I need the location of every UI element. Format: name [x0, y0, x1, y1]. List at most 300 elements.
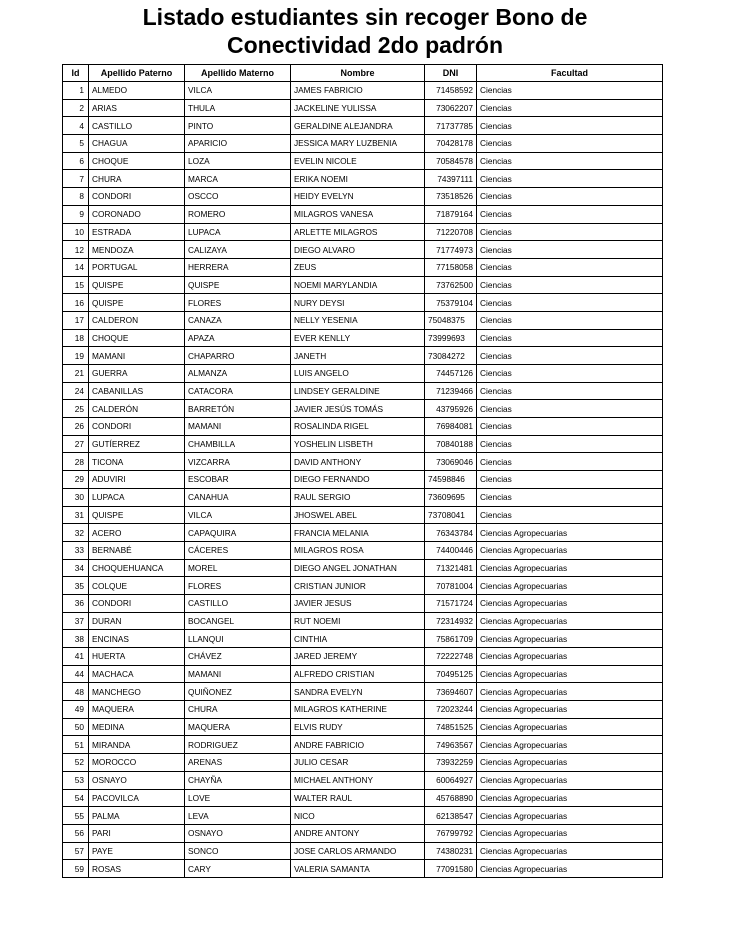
cell-facultad: Ciencias: [477, 488, 663, 506]
cell-apellido-materno: LLANQUI: [185, 630, 291, 648]
cell-dni: 73084272: [425, 347, 477, 365]
cell-dni: 70584578: [425, 152, 477, 170]
cell-nombre: ERIKA NOEMI: [291, 170, 425, 188]
cell-facultad: Ciencias: [477, 276, 663, 294]
cell-facultad: Ciencias: [477, 188, 663, 206]
cell-apellido-materno: VILCA: [185, 506, 291, 524]
table-row: [63, 471, 663, 489]
cell-apellido-materno: BOCANGEL: [185, 612, 291, 630]
cell-apellido-materno: ROMERO: [185, 205, 291, 223]
cell-id: 25: [63, 400, 89, 418]
cell-apellido-materno: MAMANI: [185, 418, 291, 436]
cell-apellido-paterno: OSNAYO: [89, 771, 185, 789]
cell-nombre: EVELIN NICOLE: [291, 152, 425, 170]
cell-apellido-materno: OSNAYO: [185, 824, 291, 842]
cell-apellido-paterno: PARI: [89, 824, 185, 842]
cell-dni: 71571724: [425, 594, 477, 612]
cell-apellido-paterno: DURAN: [89, 612, 185, 630]
cell-dni: 74400446: [425, 541, 477, 559]
cell-id: 30: [63, 488, 89, 506]
cell-apellido-materno: CHAPARRO: [185, 347, 291, 365]
cell-dni: 73694607: [425, 683, 477, 701]
table-row: [63, 188, 663, 206]
cell-nombre: JARED JEREMY: [291, 648, 425, 666]
cell-facultad: Ciencias: [477, 99, 663, 117]
cell-facultad: Ciencias Agropecuarias: [477, 541, 663, 559]
cell-nombre: NICO: [291, 807, 425, 825]
cell-facultad: Ciencias: [477, 347, 663, 365]
cell-apellido-materno: CANAHUA: [185, 488, 291, 506]
cell-nombre: HEIDY EVELYN: [291, 188, 425, 206]
cell-nombre: MILAGROS VANESA: [291, 205, 425, 223]
title-line-2: Conectividad 2do padrón: [226, 32, 504, 58]
cell-dni: 76984081: [425, 418, 477, 436]
table-row: [63, 648, 663, 666]
cell-nombre: YOSHELIN LISBETH: [291, 435, 425, 453]
header-id: Id: [63, 65, 89, 82]
table-row: [63, 117, 663, 135]
cell-apellido-paterno: GUTÍERREZ: [89, 435, 185, 453]
cell-apellido-paterno: ALMEDO: [89, 82, 185, 100]
cell-nombre: JACKELINE YULISSA: [291, 99, 425, 117]
cell-apellido-paterno: PAYE: [89, 842, 185, 860]
cell-dni: 71458592: [425, 82, 477, 100]
cell-facultad: Ciencias: [477, 82, 663, 100]
table-row: [63, 541, 663, 559]
table-row: [63, 152, 663, 170]
cell-nombre: LUIS ANGELO: [291, 365, 425, 383]
title-line-1: Listado estudiantes sin recoger Bono de: [142, 4, 588, 30]
cell-apellido-paterno: TICONA: [89, 453, 185, 471]
cell-facultad: Ciencias: [477, 294, 663, 312]
cell-id: 37: [63, 612, 89, 630]
cell-nombre: MILAGROS ROSA: [291, 541, 425, 559]
cell-apellido-materno: CHURA: [185, 701, 291, 719]
cell-nombre: ANDRE ANTONY: [291, 824, 425, 842]
cell-facultad: Ciencias: [477, 435, 663, 453]
table-row: [63, 347, 663, 365]
cell-apellido-paterno: CHURA: [89, 170, 185, 188]
cell-apellido-materno: BARRETÓN: [185, 400, 291, 418]
table-row: [63, 824, 663, 842]
cell-apellido-materno: SONCO: [185, 842, 291, 860]
cell-apellido-paterno: ROSAS: [89, 860, 185, 878]
table-row: [63, 135, 663, 153]
table-row: [63, 683, 663, 701]
cell-apellido-paterno: ESTRADA: [89, 223, 185, 241]
cell-apellido-materno: APARICIO: [185, 135, 291, 153]
cell-apellido-paterno: ACERO: [89, 524, 185, 542]
cell-nombre: MILAGROS KATHERINE: [291, 701, 425, 719]
table-row: [63, 205, 663, 223]
cell-apellido-paterno: CONDORI: [89, 418, 185, 436]
cell-apellido-materno: CÁCERES: [185, 541, 291, 559]
cell-nombre: NOEMI MARYLANDIA: [291, 276, 425, 294]
cell-dni: 75048375: [425, 311, 477, 329]
cell-nombre: DAVID ANTHONY: [291, 453, 425, 471]
cell-dni: 74397111: [425, 170, 477, 188]
header-facultad: Facultad: [477, 65, 663, 82]
cell-dni: 45768890: [425, 789, 477, 807]
cell-apellido-materno: VIZCARRA: [185, 453, 291, 471]
cell-nombre: ARLETTE MILAGROS: [291, 223, 425, 241]
table-row: [63, 506, 663, 524]
cell-dni: 71774973: [425, 241, 477, 259]
table-row: [63, 453, 663, 471]
table-row: [63, 736, 663, 754]
cell-dni: 77091580: [425, 860, 477, 878]
cell-id: 27: [63, 435, 89, 453]
cell-id: 52: [63, 754, 89, 772]
cell-apellido-materno: CAPAQUIRA: [185, 524, 291, 542]
cell-id: 41: [63, 648, 89, 666]
cell-apellido-materno: PINTO: [185, 117, 291, 135]
cell-apellido-materno: MAMANI: [185, 665, 291, 683]
cell-dni: 72023244: [425, 701, 477, 719]
cell-apellido-materno: FLORES: [185, 294, 291, 312]
cell-id: 53: [63, 771, 89, 789]
cell-apellido-paterno: CHOQUEHUANCA: [89, 559, 185, 577]
cell-id: 54: [63, 789, 89, 807]
cell-dni: 73932259: [425, 754, 477, 772]
cell-apellido-paterno: PACOVILCA: [89, 789, 185, 807]
cell-dni: 76799792: [425, 824, 477, 842]
cell-apellido-materno: LEVA: [185, 807, 291, 825]
table-row: [63, 860, 663, 878]
cell-nombre: DIEGO ALVARO: [291, 241, 425, 259]
cell-apellido-paterno: PALMA: [89, 807, 185, 825]
table-row: [63, 223, 663, 241]
cell-apellido-materno: THULA: [185, 99, 291, 117]
cell-facultad: Ciencias Agropecuarias: [477, 771, 663, 789]
cell-id: 1: [63, 82, 89, 100]
cell-apellido-paterno: CHAGUA: [89, 135, 185, 153]
cell-nombre: CINTHIA: [291, 630, 425, 648]
cell-id: 48: [63, 683, 89, 701]
cell-facultad: Ciencias Agropecuarias: [477, 754, 663, 772]
cell-apellido-paterno: MEDINA: [89, 718, 185, 736]
cell-apellido-paterno: CASTILLO: [89, 117, 185, 135]
cell-apellido-materno: LOZA: [185, 152, 291, 170]
cell-apellido-materno: LOVE: [185, 789, 291, 807]
header-nombre: Nombre: [291, 65, 425, 82]
cell-apellido-materno: HERRERA: [185, 258, 291, 276]
cell-apellido-paterno: MOROCCO: [89, 754, 185, 772]
cell-id: 19: [63, 347, 89, 365]
cell-apellido-materno: VILCA: [185, 82, 291, 100]
cell-facultad: Ciencias Agropecuarias: [477, 577, 663, 595]
cell-id: 14: [63, 258, 89, 276]
cell-facultad: Ciencias: [477, 329, 663, 347]
cell-apellido-materno: CATACORA: [185, 382, 291, 400]
table-row: [63, 754, 663, 772]
cell-nombre: ZEUS: [291, 258, 425, 276]
cell-dni: 73762500: [425, 276, 477, 294]
cell-nombre: JAVIER JESÚS TOMÁS: [291, 400, 425, 418]
page-title: [0, 0, 730, 59]
header-dni: DNI: [425, 65, 477, 82]
cell-id: 50: [63, 718, 89, 736]
header-apellido-materno: Apellido Materno: [185, 65, 291, 82]
cell-dni: 73609695: [425, 488, 477, 506]
cell-facultad: Ciencias: [477, 152, 663, 170]
cell-id: 2: [63, 99, 89, 117]
cell-nombre: DIEGO ANGEL JONATHAN: [291, 559, 425, 577]
cell-id: 38: [63, 630, 89, 648]
cell-dni: 73708041: [425, 506, 477, 524]
cell-apellido-paterno: ADUVIRI: [89, 471, 185, 489]
cell-dni: 75379104: [425, 294, 477, 312]
cell-id: 9: [63, 205, 89, 223]
cell-dni: 70781004: [425, 577, 477, 595]
table-row: [63, 329, 663, 347]
table-row: [63, 594, 663, 612]
cell-id: 15: [63, 276, 89, 294]
cell-facultad: Ciencias Agropecuarias: [477, 648, 663, 666]
table-row: [63, 488, 663, 506]
cell-id: 35: [63, 577, 89, 595]
cell-id: 29: [63, 471, 89, 489]
table-row: [63, 99, 663, 117]
table-row: [63, 435, 663, 453]
table-row: [63, 241, 663, 259]
cell-dni: 73062207: [425, 99, 477, 117]
table-row: [63, 718, 663, 736]
cell-id: 32: [63, 524, 89, 542]
cell-facultad: Ciencias: [477, 170, 663, 188]
cell-dni: 60064927: [425, 771, 477, 789]
cell-id: 6: [63, 152, 89, 170]
cell-apellido-paterno: CHOQUE: [89, 152, 185, 170]
cell-dni: 76343784: [425, 524, 477, 542]
cell-apellido-materno: QUISPE: [185, 276, 291, 294]
cell-apellido-paterno: MIRANDA: [89, 736, 185, 754]
cell-id: 56: [63, 824, 89, 842]
cell-facultad: Ciencias: [477, 223, 663, 241]
table-row: [63, 665, 663, 683]
cell-apellido-paterno: CHOQUE: [89, 329, 185, 347]
table-row: [63, 276, 663, 294]
cell-nombre: JAMES FABRICIO: [291, 82, 425, 100]
cell-id: 26: [63, 418, 89, 436]
cell-apellido-paterno: MANCHEGO: [89, 683, 185, 701]
cell-apellido-paterno: MAQUERA: [89, 701, 185, 719]
cell-nombre: MICHAEL ANTHONY: [291, 771, 425, 789]
cell-id: 7: [63, 170, 89, 188]
cell-nombre: ELVIS RUDY: [291, 718, 425, 736]
cell-id: 21: [63, 365, 89, 383]
cell-id: 57: [63, 842, 89, 860]
cell-apellido-paterno: CALDERON: [89, 311, 185, 329]
cell-dni: 74457126: [425, 365, 477, 383]
cell-apellido-materno: CASTILLO: [185, 594, 291, 612]
cell-apellido-materno: CHAMBILLA: [185, 435, 291, 453]
cell-apellido-materno: CARY: [185, 860, 291, 878]
cell-dni: 70428178: [425, 135, 477, 153]
cell-id: 59: [63, 860, 89, 878]
cell-apellido-materno: MARCA: [185, 170, 291, 188]
cell-apellido-materno: CALIZAYA: [185, 241, 291, 259]
cell-dni: 72222748: [425, 648, 477, 666]
cell-facultad: Ciencias Agropecuarias: [477, 842, 663, 860]
cell-id: 5: [63, 135, 89, 153]
cell-apellido-materno: APAZA: [185, 329, 291, 347]
table-row: [63, 630, 663, 648]
table-row: [63, 400, 663, 418]
cell-apellido-materno: QUIÑONEZ: [185, 683, 291, 701]
cell-apellido-materno: CHAYÑA: [185, 771, 291, 789]
cell-facultad: Ciencias Agropecuarias: [477, 683, 663, 701]
cell-dni: 70840188: [425, 435, 477, 453]
cell-id: 33: [63, 541, 89, 559]
cell-dni: 70495125: [425, 665, 477, 683]
cell-apellido-paterno: ENCINAS: [89, 630, 185, 648]
cell-apellido-materno: MAQUERA: [185, 718, 291, 736]
cell-facultad: Ciencias Agropecuarias: [477, 630, 663, 648]
cell-apellido-paterno: LUPACA: [89, 488, 185, 506]
cell-apellido-materno: LUPACA: [185, 223, 291, 241]
cell-apellido-materno: ESCOBAR: [185, 471, 291, 489]
cell-dni: 73999693: [425, 329, 477, 347]
cell-apellido-materno: RODRIGUEZ: [185, 736, 291, 754]
cell-id: 24: [63, 382, 89, 400]
cell-facultad: Ciencias Agropecuarias: [477, 718, 663, 736]
cell-apellido-materno: CHÁVEZ: [185, 648, 291, 666]
cell-id: 34: [63, 559, 89, 577]
cell-facultad: Ciencias: [477, 258, 663, 276]
cell-facultad: Ciencias: [477, 117, 663, 135]
table-row: [63, 807, 663, 825]
cell-apellido-paterno: MACHACA: [89, 665, 185, 683]
cell-nombre: RUT NOEMI: [291, 612, 425, 630]
cell-dni: 71239466: [425, 382, 477, 400]
cell-nombre: JESSICA MARY LUZBENIA: [291, 135, 425, 153]
cell-facultad: Ciencias: [477, 453, 663, 471]
cell-apellido-paterno: GUERRA: [89, 365, 185, 383]
cell-facultad: Ciencias: [477, 400, 663, 418]
table-row: [63, 559, 663, 577]
cell-facultad: Ciencias: [477, 311, 663, 329]
cell-apellido-paterno: CORONADO: [89, 205, 185, 223]
cell-nombre: LINDSEY GERALDINE: [291, 382, 425, 400]
cell-nombre: NURY DEYSI: [291, 294, 425, 312]
cell-id: 51: [63, 736, 89, 754]
cell-facultad: Ciencias Agropecuarias: [477, 860, 663, 878]
table-row: [63, 577, 663, 595]
cell-apellido-paterno: ARIAS: [89, 99, 185, 117]
cell-id: 55: [63, 807, 89, 825]
cell-dni: 73069046: [425, 453, 477, 471]
cell-nombre: ALFREDO CRISTIAN: [291, 665, 425, 683]
cell-facultad: Ciencias: [477, 241, 663, 259]
cell-apellido-paterno: QUISPE: [89, 294, 185, 312]
cell-apellido-paterno: CONDORI: [89, 594, 185, 612]
cell-facultad: Ciencias: [477, 382, 663, 400]
cell-id: 17: [63, 311, 89, 329]
cell-dni: 74598846: [425, 471, 477, 489]
students-table: [62, 64, 663, 878]
cell-id: 10: [63, 223, 89, 241]
cell-apellido-paterno: CONDORI: [89, 188, 185, 206]
cell-dni: 71321481: [425, 559, 477, 577]
cell-id: 31: [63, 506, 89, 524]
table-row: [63, 170, 663, 188]
cell-facultad: Ciencias: [477, 205, 663, 223]
cell-facultad: Ciencias Agropecuarias: [477, 789, 663, 807]
cell-nombre: JANETH: [291, 347, 425, 365]
cell-nombre: JOSE CARLOS ARMANDO: [291, 842, 425, 860]
table-row: [63, 294, 663, 312]
cell-facultad: Ciencias Agropecuarias: [477, 665, 663, 683]
cell-nombre: EVER KENLLY: [291, 329, 425, 347]
cell-apellido-paterno: PORTUGAL: [89, 258, 185, 276]
cell-facultad: Ciencias Agropecuarias: [477, 559, 663, 577]
cell-dni: 74380231: [425, 842, 477, 860]
cell-apellido-paterno: QUISPE: [89, 276, 185, 294]
cell-nombre: SANDRA EVELYN: [291, 683, 425, 701]
cell-nombre: JULIO CESAR: [291, 754, 425, 772]
cell-apellido-paterno: MAMANI: [89, 347, 185, 365]
cell-apellido-paterno: MENDOZA: [89, 241, 185, 259]
cell-id: 4: [63, 117, 89, 135]
cell-nombre: FRANCIA MELANIA: [291, 524, 425, 542]
cell-apellido-materno: ALMANZA: [185, 365, 291, 383]
cell-apellido-paterno: BERNABÉ: [89, 541, 185, 559]
cell-facultad: Ciencias: [477, 365, 663, 383]
cell-id: 12: [63, 241, 89, 259]
table-row: [63, 842, 663, 860]
cell-dni: 74963567: [425, 736, 477, 754]
table-row: [63, 258, 663, 276]
cell-apellido-materno: FLORES: [185, 577, 291, 595]
cell-facultad: Ciencias Agropecuarias: [477, 612, 663, 630]
cell-nombre: VALERIA SAMANTA: [291, 860, 425, 878]
cell-dni: 75861709: [425, 630, 477, 648]
cell-id: 18: [63, 329, 89, 347]
table-row: [63, 382, 663, 400]
cell-nombre: RAUL SERGIO: [291, 488, 425, 506]
cell-nombre: ANDRE FABRICIO: [291, 736, 425, 754]
table-header-row: [63, 65, 663, 82]
header-apellido-paterno: Apellido Paterno: [89, 65, 185, 82]
cell-apellido-materno: MOREL: [185, 559, 291, 577]
cell-facultad: Ciencias Agropecuarias: [477, 736, 663, 754]
cell-facultad: Ciencias: [477, 506, 663, 524]
cell-id: 44: [63, 665, 89, 683]
cell-nombre: GERALDINE ALEJANDRA: [291, 117, 425, 135]
cell-dni: 72314932: [425, 612, 477, 630]
cell-facultad: Ciencias Agropecuarias: [477, 524, 663, 542]
cell-facultad: Ciencias: [477, 471, 663, 489]
table-row: [63, 82, 663, 100]
cell-apellido-paterno: COLQUE: [89, 577, 185, 595]
cell-nombre: ROSALINDA RIGEL: [291, 418, 425, 436]
cell-dni: 71220708: [425, 223, 477, 241]
cell-id: 16: [63, 294, 89, 312]
table-row: [63, 612, 663, 630]
table-row: [63, 771, 663, 789]
cell-nombre: CRISTIAN JUNIOR: [291, 577, 425, 595]
cell-dni: 62138547: [425, 807, 477, 825]
table-row: [63, 524, 663, 542]
cell-dni: 74851525: [425, 718, 477, 736]
table-row: [63, 701, 663, 719]
cell-nombre: JAVIER JESUS: [291, 594, 425, 612]
cell-apellido-paterno: HUERTA: [89, 648, 185, 666]
cell-dni: 43795926: [425, 400, 477, 418]
cell-dni: 71879164: [425, 205, 477, 223]
table-row: [63, 789, 663, 807]
